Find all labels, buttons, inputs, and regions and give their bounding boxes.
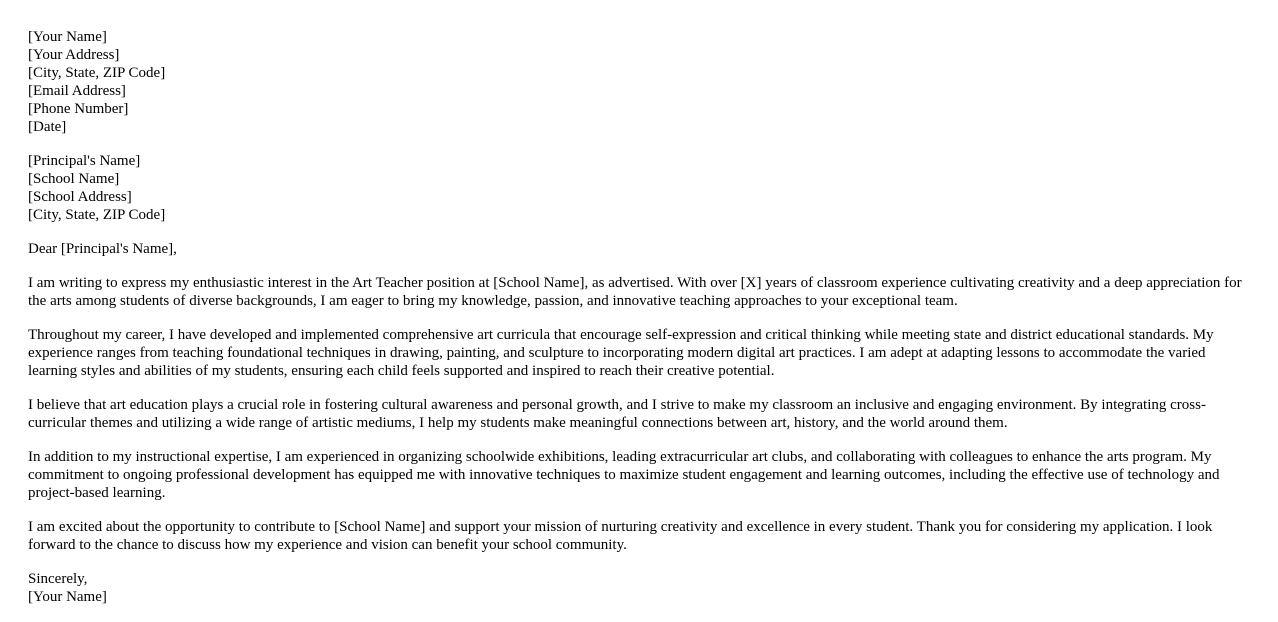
sender-phone: [Phone Number] xyxy=(28,101,129,117)
letter-date: [Date] xyxy=(28,119,67,135)
body-paragraph-4: In addition to my instructional expertise, I am experienced in organizing schoolwide exhibitions, leading extracurricular art clubs, and collaborating with colleagues to enhance the arts program. My commitment to ongoing professional development has equipped me with innovative techniques to maximize student engagement and learning outcomes, including the effective use of technology and project-based learning. xyxy=(28,449,1220,501)
sender-email: [Email Address] xyxy=(28,83,126,99)
recipient-address: [School Address] xyxy=(28,189,132,205)
body-paragraph-5: I am excited about the opportunity to contribute to [School Name] and support your mission of nurturing creativity and excellence in every student. Thank you for considering my application. I look forward to the chance to discuss how my experience and vision can benefit your school community. xyxy=(28,519,1213,553)
cover-letter xyxy=(28,28,1256,622)
recipient-school: [School Name] xyxy=(28,171,120,187)
recipient-block xyxy=(28,152,1256,224)
recipient-name: [Principal's Name] xyxy=(28,153,141,169)
sender-city-state-zip: [City, State, ZIP Code] xyxy=(28,65,166,81)
sender-name: [Your Name] xyxy=(28,29,107,45)
signature-name: [Your Name] xyxy=(28,589,107,605)
salutation: Dear [Principal's Name], xyxy=(28,241,177,257)
valediction: Sincerely, xyxy=(28,571,88,587)
body-paragraph-1: I am writing to express my enthusiastic interest in the Art Teacher position at [School Name], as advertised. With over [X] years of classroom experience cultivating creativity and a deep appreciation for the arts among students of diverse backgrounds, I am eager to bring my knowledge, passion, and innovative teaching approaches to your exceptional team. xyxy=(28,275,1242,309)
body-paragraph-2: Throughout my career, I have developed and implemented comprehensive art curricula that encourage self-expression and critical thinking while meeting state and district educational standards. My experience ranges from teaching foundational techniques in drawing, painting, and sculpture to incorporating modern digital art practices. I am adept at adapting lessons to accommodate the varied learning styles and abilities of my students, ensuring each child feels supported and inspired to reach their creative potential. xyxy=(28,327,1214,379)
sender-block xyxy=(28,28,1256,136)
recipient-city-state-zip: [City, State, ZIP Code] xyxy=(28,207,166,223)
body-paragraph-3: I believe that art education plays a crucial role in fostering cultural awareness and personal growth, and I strive to make my classroom an inclusive and engaging environment. By integrating cross-curricular themes and utilizing a wide range of artistic mediums, I help my students make meaningful connections between art, history, and the world around them. xyxy=(28,397,1206,431)
sender-address: [Your Address] xyxy=(28,47,120,63)
